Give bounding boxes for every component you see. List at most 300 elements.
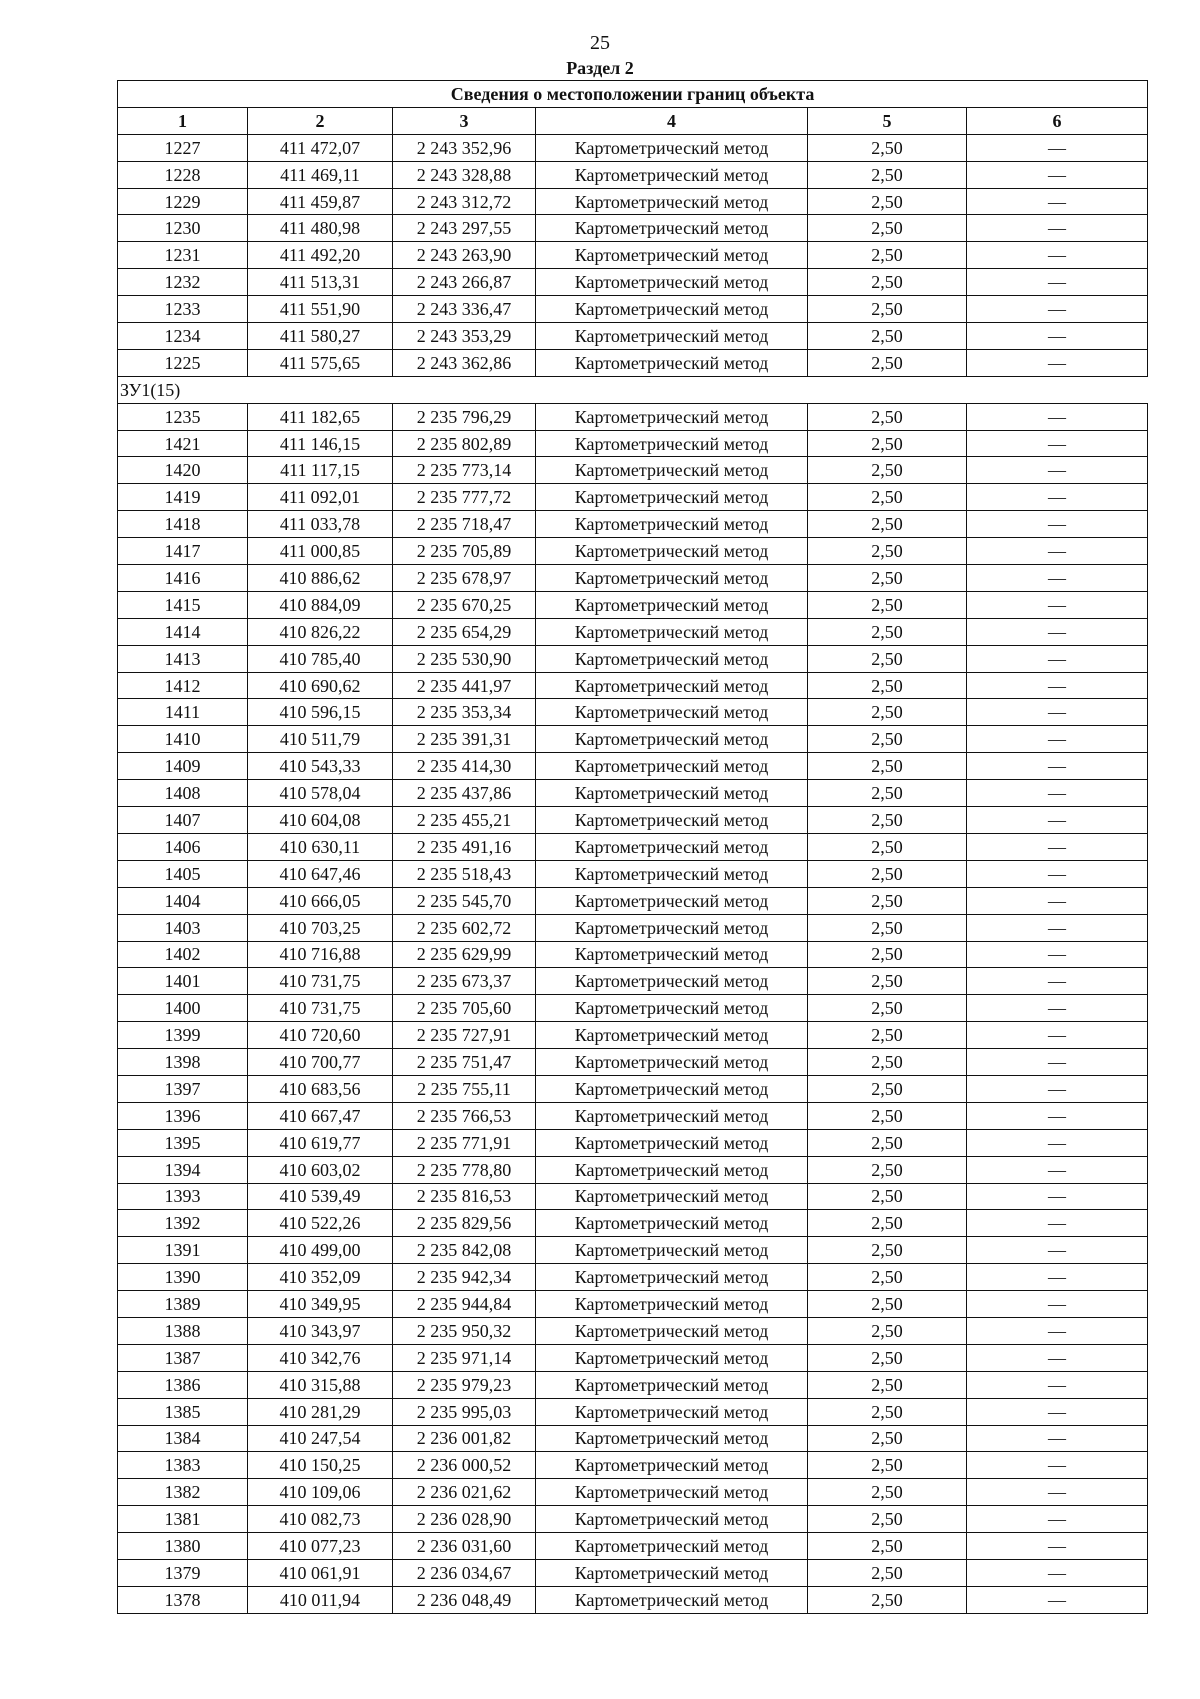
- cell-note: —: [967, 1344, 1148, 1371]
- cell-accuracy: 2,50: [808, 1075, 967, 1102]
- cell-method: Картометрический метод: [536, 1344, 808, 1371]
- table-row: [118, 296, 1148, 323]
- cell-point-number: 1399: [118, 1022, 248, 1049]
- cell-note: —: [967, 538, 1148, 565]
- table-row: [118, 457, 1148, 484]
- cell-coord-y: 2 235 670,25: [393, 591, 536, 618]
- cell-method: Картометрический метод: [536, 1559, 808, 1586]
- table-caption: Сведения о местоположении границ объекта: [118, 81, 1148, 108]
- table-row: [118, 1022, 1148, 1049]
- cell-method: Картометрический метод: [536, 1533, 808, 1560]
- cell-point-number: 1388: [118, 1317, 248, 1344]
- cell-point-number: 1414: [118, 618, 248, 645]
- cell-coord-x: 410 603,02: [248, 1156, 393, 1183]
- cell-note: —: [967, 753, 1148, 780]
- cell-coord-y: 2 235 829,56: [393, 1210, 536, 1237]
- cell-coord-x: 411 469,11: [248, 161, 393, 188]
- cell-note: —: [967, 1129, 1148, 1156]
- cell-note: —: [967, 1479, 1148, 1506]
- cell-coord-x: 410 150,25: [248, 1452, 393, 1479]
- cell-coord-x: 410 716,88: [248, 941, 393, 968]
- cell-coord-y: 2 236 028,90: [393, 1506, 536, 1533]
- cell-method: Картометрический метод: [536, 1452, 808, 1479]
- cell-accuracy: 2,50: [808, 1586, 967, 1613]
- cell-method: Картометрический метод: [536, 941, 808, 968]
- cell-coord-x: 410 596,15: [248, 699, 393, 726]
- table-row: [118, 269, 1148, 296]
- cell-point-number: 1403: [118, 914, 248, 941]
- cell-method: Картометрический метод: [536, 1506, 808, 1533]
- cell-coord-x: 410 886,62: [248, 565, 393, 592]
- cell-coord-x: 410 690,62: [248, 672, 393, 699]
- cell-method: Картометрический метод: [536, 403, 808, 430]
- cell-point-number: 1381: [118, 1506, 248, 1533]
- cell-coord-y: 2 235 718,47: [393, 511, 536, 538]
- cell-coord-x: 410 619,77: [248, 1129, 393, 1156]
- table-row: [118, 591, 1148, 618]
- cell-coord-x: 411 580,27: [248, 323, 393, 350]
- cell-note: —: [967, 1533, 1148, 1560]
- table-row: [118, 215, 1148, 242]
- cell-note: —: [967, 511, 1148, 538]
- cell-accuracy: 2,50: [808, 323, 967, 350]
- table-row: [118, 995, 1148, 1022]
- table-row: [118, 1479, 1148, 1506]
- cell-point-number: 1379: [118, 1559, 248, 1586]
- cell-point-number: 1410: [118, 726, 248, 753]
- table-row: [118, 726, 1148, 753]
- boundary-table: [117, 80, 1148, 1614]
- cell-note: —: [967, 914, 1148, 941]
- cell-coord-x: 411 513,31: [248, 269, 393, 296]
- cell-accuracy: 2,50: [808, 672, 967, 699]
- cell-note: —: [967, 134, 1148, 161]
- table-row: [118, 860, 1148, 887]
- cell-method: Картометрический метод: [536, 349, 808, 376]
- cell-coord-x: 410 543,33: [248, 753, 393, 780]
- cell-method: Картометрический метод: [536, 215, 808, 242]
- table-row: [118, 1398, 1148, 1425]
- table-row: [118, 1075, 1148, 1102]
- cell-coord-x: 410 511,79: [248, 726, 393, 753]
- cell-point-number: 1421: [118, 430, 248, 457]
- cell-note: —: [967, 860, 1148, 887]
- cell-coord-y: 2 243 336,47: [393, 296, 536, 323]
- cell-coord-x: 410 700,77: [248, 1049, 393, 1076]
- cell-accuracy: 2,50: [808, 833, 967, 860]
- cell-note: —: [967, 887, 1148, 914]
- group-section: [118, 376, 1148, 403]
- cell-coord-y: 2 236 031,60: [393, 1533, 536, 1560]
- cell-point-number: 1407: [118, 807, 248, 834]
- cell-coord-x: 410 731,75: [248, 968, 393, 995]
- cell-accuracy: 2,50: [808, 591, 967, 618]
- cell-method: Картометрический метод: [536, 699, 808, 726]
- cell-coord-y: 2 243 352,96: [393, 134, 536, 161]
- cell-coord-x: 411 000,85: [248, 538, 393, 565]
- cell-coord-x: 410 785,40: [248, 645, 393, 672]
- cell-note: —: [967, 591, 1148, 618]
- table-row: [118, 1425, 1148, 1452]
- table-row: [118, 1371, 1148, 1398]
- column-header: 2: [248, 107, 393, 134]
- cell-point-number: 1385: [118, 1398, 248, 1425]
- cell-coord-x: 410 703,25: [248, 914, 393, 941]
- cell-note: —: [967, 1371, 1148, 1398]
- cell-accuracy: 2,50: [808, 1344, 967, 1371]
- cell-point-number: 1397: [118, 1075, 248, 1102]
- cell-accuracy: 2,50: [808, 457, 967, 484]
- cell-accuracy: 2,50: [808, 968, 967, 995]
- cell-coord-y: 2 235 545,70: [393, 887, 536, 914]
- column-header: 1: [118, 107, 248, 134]
- cell-note: —: [967, 296, 1148, 323]
- cell-coord-x: 410 522,26: [248, 1210, 393, 1237]
- cell-coord-x: 411 117,15: [248, 457, 393, 484]
- cell-accuracy: 2,50: [808, 1102, 967, 1129]
- cell-coord-y: 2 235 602,72: [393, 914, 536, 941]
- cell-coord-x: 411 492,20: [248, 242, 393, 269]
- cell-point-number: 1231: [118, 242, 248, 269]
- cell-point-number: 1415: [118, 591, 248, 618]
- cell-coord-y: 2 235 629,99: [393, 941, 536, 968]
- table-row: [118, 538, 1148, 565]
- table-row: [118, 349, 1148, 376]
- cell-point-number: 1401: [118, 968, 248, 995]
- cell-coord-y: 2 235 755,11: [393, 1075, 536, 1102]
- cell-method: Картометрический метод: [536, 511, 808, 538]
- cell-accuracy: 2,50: [808, 1452, 967, 1479]
- cell-accuracy: 2,50: [808, 1317, 967, 1344]
- cell-accuracy: 2,50: [808, 645, 967, 672]
- cell-point-number: 1404: [118, 887, 248, 914]
- cell-method: Картометрический метод: [536, 269, 808, 296]
- cell-coord-y: 2 235 530,90: [393, 645, 536, 672]
- cell-note: —: [967, 1183, 1148, 1210]
- cell-note: —: [967, 1291, 1148, 1318]
- cell-coord-x: 410 604,08: [248, 807, 393, 834]
- cell-note: —: [967, 323, 1148, 350]
- cell-method: Картометрический метод: [536, 1156, 808, 1183]
- cell-note: —: [967, 780, 1148, 807]
- cell-point-number: 1394: [118, 1156, 248, 1183]
- cell-point-number: 1402: [118, 941, 248, 968]
- cell-coord-y: 2 235 995,03: [393, 1398, 536, 1425]
- cell-coord-y: 2 235 353,34: [393, 699, 536, 726]
- cell-accuracy: 2,50: [808, 1506, 967, 1533]
- table-row: [118, 968, 1148, 995]
- cell-accuracy: 2,50: [808, 1129, 967, 1156]
- table-row: [118, 484, 1148, 511]
- cell-method: Картометрический метод: [536, 457, 808, 484]
- cell-point-number: 1419: [118, 484, 248, 511]
- cell-accuracy: 2,50: [808, 161, 967, 188]
- cell-note: —: [967, 672, 1148, 699]
- cell-method: Картометрический метод: [536, 1425, 808, 1452]
- table-row: [118, 565, 1148, 592]
- cell-coord-y: 2 236 034,67: [393, 1559, 536, 1586]
- cell-coord-y: 2 235 842,08: [393, 1237, 536, 1264]
- cell-note: —: [967, 565, 1148, 592]
- column-header: 3: [393, 107, 536, 134]
- table-row: [118, 430, 1148, 457]
- cell-coord-y: 2 235 971,14: [393, 1344, 536, 1371]
- cell-accuracy: 2,50: [808, 1398, 967, 1425]
- cell-accuracy: 2,50: [808, 1210, 967, 1237]
- cell-point-number: 1229: [118, 188, 248, 215]
- cell-coord-y: 2 235 437,86: [393, 780, 536, 807]
- cell-method: Картометрический метод: [536, 645, 808, 672]
- table-caption-row: [118, 81, 1148, 108]
- cell-coord-y: 2 235 705,60: [393, 995, 536, 1022]
- section-title: Раздел 2: [566, 58, 634, 78]
- cell-coord-y: 2 243 266,87: [393, 269, 536, 296]
- cell-point-number: 1390: [118, 1264, 248, 1291]
- cell-coord-x: 410 342,76: [248, 1344, 393, 1371]
- cell-coord-y: 2 235 455,21: [393, 807, 536, 834]
- cell-coord-x: 410 109,06: [248, 1479, 393, 1506]
- cell-coord-y: 2 235 518,43: [393, 860, 536, 887]
- cell-point-number: 1411: [118, 699, 248, 726]
- cell-accuracy: 2,50: [808, 726, 967, 753]
- table-body-before-group: [118, 134, 1148, 376]
- cell-coord-y: 2 235 777,72: [393, 484, 536, 511]
- cell-point-number: 1382: [118, 1479, 248, 1506]
- cell-note: —: [967, 1075, 1148, 1102]
- cell-coord-y: 2 236 021,62: [393, 1479, 536, 1506]
- table-row: [118, 1506, 1148, 1533]
- cell-coord-x: 411 146,15: [248, 430, 393, 457]
- cell-point-number: 1235: [118, 403, 248, 430]
- cell-accuracy: 2,50: [808, 565, 967, 592]
- table-row: [118, 134, 1148, 161]
- cell-method: Картометрический метод: [536, 833, 808, 860]
- cell-coord-y: 2 235 491,16: [393, 833, 536, 860]
- cell-note: —: [967, 1425, 1148, 1452]
- cell-method: Картометрический метод: [536, 726, 808, 753]
- cell-coord-x: 410 499,00: [248, 1237, 393, 1264]
- cell-method: Картометрический метод: [536, 134, 808, 161]
- cell-point-number: 1233: [118, 296, 248, 323]
- cell-coord-y: 2 235 802,89: [393, 430, 536, 457]
- cell-coord-y: 2 235 942,34: [393, 1264, 536, 1291]
- cell-accuracy: 2,50: [808, 618, 967, 645]
- cell-coord-x: 410 352,09: [248, 1264, 393, 1291]
- cell-coord-x: 410 539,49: [248, 1183, 393, 1210]
- cell-point-number: 1383: [118, 1452, 248, 1479]
- cell-point-number: 1228: [118, 161, 248, 188]
- cell-method: Картометрический метод: [536, 914, 808, 941]
- cell-coord-y: 2 235 944,84: [393, 1291, 536, 1318]
- cell-coord-y: 2 235 950,32: [393, 1317, 536, 1344]
- cell-method: Картометрический метод: [536, 672, 808, 699]
- cell-coord-y: 2 243 312,72: [393, 188, 536, 215]
- cell-coord-y: 2 243 263,90: [393, 242, 536, 269]
- cell-point-number: 1417: [118, 538, 248, 565]
- cell-coord-y: 2 243 362,86: [393, 349, 536, 376]
- cell-point-number: 1387: [118, 1344, 248, 1371]
- cell-method: Картометрический метод: [536, 323, 808, 350]
- cell-point-number: 1396: [118, 1102, 248, 1129]
- cell-method: Картометрический метод: [536, 1022, 808, 1049]
- cell-point-number: 1413: [118, 645, 248, 672]
- cell-method: Картометрический метод: [536, 1102, 808, 1129]
- cell-note: —: [967, 1264, 1148, 1291]
- table-row: [118, 780, 1148, 807]
- cell-note: —: [967, 807, 1148, 834]
- cell-method: Картометрический метод: [536, 1479, 808, 1506]
- cell-accuracy: 2,50: [808, 134, 967, 161]
- cell-note: —: [967, 1317, 1148, 1344]
- cell-coord-x: 411 575,65: [248, 349, 393, 376]
- cell-point-number: 1405: [118, 860, 248, 887]
- cell-method: Картометрический метод: [536, 1129, 808, 1156]
- page-number: 25: [590, 32, 610, 54]
- cell-coord-y: 2 235 705,89: [393, 538, 536, 565]
- cell-method: Картометрический метод: [536, 968, 808, 995]
- cell-accuracy: 2,50: [808, 484, 967, 511]
- cell-coord-x: 410 720,60: [248, 1022, 393, 1049]
- table-row: [118, 618, 1148, 645]
- column-header: 6: [967, 107, 1148, 134]
- cell-accuracy: 2,50: [808, 807, 967, 834]
- cell-method: Картометрический метод: [536, 1237, 808, 1264]
- cell-coord-y: 2 235 414,30: [393, 753, 536, 780]
- table-row: [118, 941, 1148, 968]
- table-row: [118, 242, 1148, 269]
- cell-accuracy: 2,50: [808, 1533, 967, 1560]
- cell-note: —: [967, 1586, 1148, 1613]
- cell-note: —: [967, 1049, 1148, 1076]
- table-row: [118, 1049, 1148, 1076]
- cell-coord-x: 410 343,97: [248, 1317, 393, 1344]
- cell-note: —: [967, 968, 1148, 995]
- cell-point-number: 1392: [118, 1210, 248, 1237]
- cell-method: Картометрический метод: [536, 1398, 808, 1425]
- cell-accuracy: 2,50: [808, 780, 967, 807]
- table-body-after-group: [118, 403, 1148, 1613]
- cell-coord-y: 2 235 673,37: [393, 968, 536, 995]
- table-row: [118, 1559, 1148, 1586]
- table-row: [118, 1452, 1148, 1479]
- cell-coord-x: 411 459,87: [248, 188, 393, 215]
- cell-coord-x: 410 683,56: [248, 1075, 393, 1102]
- table-row: [118, 511, 1148, 538]
- cell-method: Картометрический метод: [536, 1075, 808, 1102]
- cell-coord-x: 410 884,09: [248, 591, 393, 618]
- column-header-row: [118, 107, 1148, 134]
- cell-point-number: 1386: [118, 1371, 248, 1398]
- cell-note: —: [967, 1559, 1148, 1586]
- cell-coord-y: 2 235 771,91: [393, 1129, 536, 1156]
- table-row: [118, 1129, 1148, 1156]
- cell-coord-x: 410 647,46: [248, 860, 393, 887]
- cell-note: —: [967, 215, 1148, 242]
- table-row: [118, 1586, 1148, 1613]
- cell-coord-x: 411 480,98: [248, 215, 393, 242]
- table-row: [118, 1102, 1148, 1129]
- cell-coord-y: 2 235 391,31: [393, 726, 536, 753]
- cell-point-number: 1234: [118, 323, 248, 350]
- cell-point-number: 1400: [118, 995, 248, 1022]
- cell-accuracy: 2,50: [808, 1022, 967, 1049]
- cell-note: —: [967, 1210, 1148, 1237]
- cell-point-number: 1389: [118, 1291, 248, 1318]
- cell-accuracy: 2,50: [808, 349, 967, 376]
- table-row: [118, 1237, 1148, 1264]
- table-row: [118, 645, 1148, 672]
- cell-coord-y: 2 235 678,97: [393, 565, 536, 592]
- cell-coord-y: 2 235 727,91: [393, 1022, 536, 1049]
- column-header: 4: [536, 107, 808, 134]
- cell-accuracy: 2,50: [808, 1479, 967, 1506]
- cell-note: —: [967, 430, 1148, 457]
- cell-coord-x: 411 033,78: [248, 511, 393, 538]
- table-row: [118, 753, 1148, 780]
- cell-coord-y: 2 235 816,53: [393, 1183, 536, 1210]
- cell-method: Картометрический метод: [536, 1317, 808, 1344]
- cell-coord-x: 411 092,01: [248, 484, 393, 511]
- cell-point-number: 1420: [118, 457, 248, 484]
- cell-method: Картометрический метод: [536, 161, 808, 188]
- cell-coord-x: 410 315,88: [248, 1371, 393, 1398]
- cell-note: —: [967, 484, 1148, 511]
- table-row: [118, 914, 1148, 941]
- cell-point-number: 1418: [118, 511, 248, 538]
- cell-method: Картометрический метод: [536, 753, 808, 780]
- cell-accuracy: 2,50: [808, 1183, 967, 1210]
- group-label: ЗУ1(15): [118, 376, 1148, 403]
- table-row: [118, 672, 1148, 699]
- cell-point-number: 1398: [118, 1049, 248, 1076]
- cell-accuracy: 2,50: [808, 1049, 967, 1076]
- cell-coord-x: 410 667,47: [248, 1102, 393, 1129]
- cell-coord-y: 2 235 979,23: [393, 1371, 536, 1398]
- cell-accuracy: 2,50: [808, 430, 967, 457]
- cell-accuracy: 2,50: [808, 403, 967, 430]
- cell-coord-y: 2 235 751,47: [393, 1049, 536, 1076]
- cell-method: Картометрический метод: [536, 1586, 808, 1613]
- cell-note: —: [967, 1156, 1148, 1183]
- cell-coord-x: 410 077,23: [248, 1533, 393, 1560]
- cell-accuracy: 2,50: [808, 1425, 967, 1452]
- cell-point-number: 1230: [118, 215, 248, 242]
- cell-accuracy: 2,50: [808, 215, 967, 242]
- cell-accuracy: 2,50: [808, 699, 967, 726]
- table-row: [118, 1533, 1148, 1560]
- cell-method: Картометрический метод: [536, 565, 808, 592]
- cell-point-number: 1384: [118, 1425, 248, 1452]
- table-row: [118, 1291, 1148, 1318]
- cell-coord-x: 411 551,90: [248, 296, 393, 323]
- cell-point-number: 1408: [118, 780, 248, 807]
- cell-accuracy: 2,50: [808, 1371, 967, 1398]
- cell-accuracy: 2,50: [808, 1156, 967, 1183]
- cell-method: Картометрический метод: [536, 618, 808, 645]
- cell-note: —: [967, 1398, 1148, 1425]
- cell-note: —: [967, 457, 1148, 484]
- table-row: [118, 1183, 1148, 1210]
- cell-method: Картометрический метод: [536, 188, 808, 215]
- cell-note: —: [967, 833, 1148, 860]
- column-header: 5: [808, 107, 967, 134]
- cell-note: —: [967, 403, 1148, 430]
- table-row: [118, 1317, 1148, 1344]
- cell-coord-y: 2 235 796,29: [393, 403, 536, 430]
- table-row: [118, 403, 1148, 430]
- cell-note: —: [967, 1237, 1148, 1264]
- cell-coord-x: 410 630,11: [248, 833, 393, 860]
